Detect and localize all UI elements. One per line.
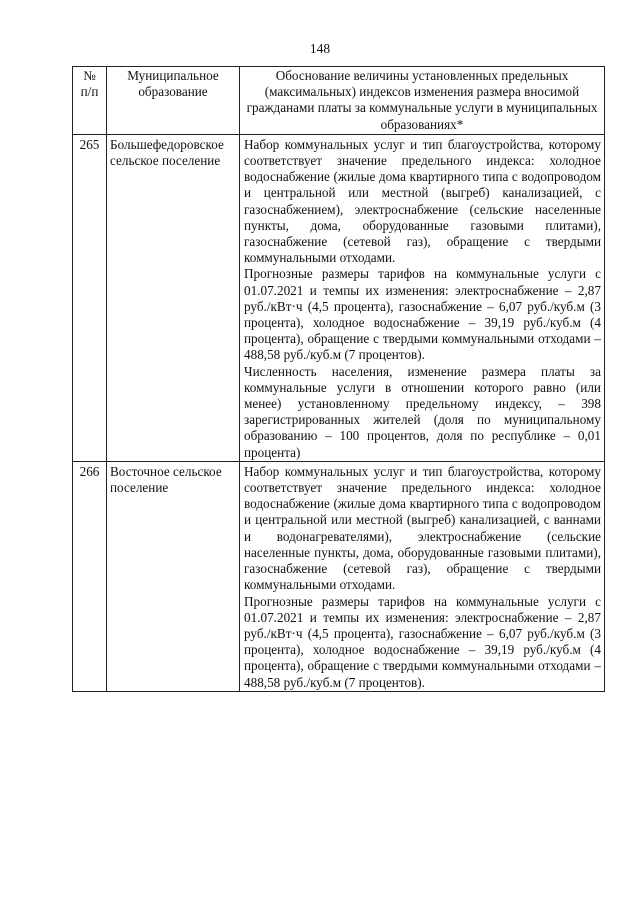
rationale-paragraph: Прогнозные размеры тарифов на коммунальные услуги с 01.07.2021 и темпы их изменения: электроснабжение – 2,87 руб./кВт·ч (4,5 процента), газоснабжение – 6,07 руб./куб.м (3 процента), холодное водоснабжение – 39,19 руб./куб.м (4 процента), обращение с твердыми коммунальными отходами – 488,58 руб./куб.м (7 процентов). bbox=[244, 593, 601, 690]
header-rationale: Обоснование величины установленных предельных (максимальных) индексов изменения размера вносимой гражданами платы за коммунальные услуги в муниципальных образованиях* bbox=[240, 67, 605, 135]
tariff-table bbox=[72, 66, 605, 692]
table-header-row bbox=[73, 67, 605, 135]
header-municipality: Муниципальное образование bbox=[107, 67, 240, 135]
rationale-paragraph: Набор коммунальных услуг и тип благоустройства, которому соответствует значение предельного индекса: холодное водоснабжение (жилые дома квартирного типа с водопроводом и центральной или местной (выгреб) канализацией, с ваннами и водонагревателями), электроснабжение (сельские населенные пункты, дома, оборудованные газовыми плитами), газоснабжение (сетевой газ), обращение с твердыми коммунальными отходами. bbox=[244, 463, 601, 593]
rationale-paragraph: Численность населения, изменение размера платы за коммунальные услуги в отношении которого равно (или менее) установленному предельному индексу, – 398 зарегистрированных жителей (доля по муниципальному образованию – 100 процентов, доля по республике – 0,01 процента) bbox=[244, 363, 601, 460]
rationale-paragraph: Прогнозные размеры тарифов на коммунальные услуги с 01.07.2021 и темпы их изменения: электроснабжение – 2,87 руб./кВт·ч (4,5 процента), газоснабжение – 6,07 руб./куб.м (3 процента), холодное водоснабжение – 39,19 руб./куб.м (4 процента), обращение с твердыми коммунальными отходами – 488,58 руб./куб.м (7 процентов). bbox=[244, 266, 601, 363]
row-number: 266 bbox=[73, 461, 107, 691]
row-number: 265 bbox=[73, 134, 107, 461]
municipality-name: Большефедоровское сельское поселение bbox=[107, 134, 240, 461]
rationale-paragraph: Набор коммунальных услуг и тип благоустройства, которому соответствует значение предельного индекса: холодное водоснабжение (жилые дома квартирного типа с водопроводом и центральной или местной (выгреб) канализацией, с газоснабжением), электроснабжение (сельские населенные пункты, дома, оборудованные газовыми плитами), газоснабжение (сетевой газ), обращение с твердыми коммунальными отходами. bbox=[244, 136, 601, 266]
page-number: 148 bbox=[309, 41, 331, 56]
rationale-cell bbox=[240, 461, 605, 691]
table-row bbox=[73, 134, 605, 461]
rationale-cell bbox=[240, 134, 605, 461]
municipality-name: Восточное сельское поселение bbox=[107, 461, 240, 691]
header-number: № п/п bbox=[73, 67, 107, 135]
table-row bbox=[73, 461, 605, 691]
